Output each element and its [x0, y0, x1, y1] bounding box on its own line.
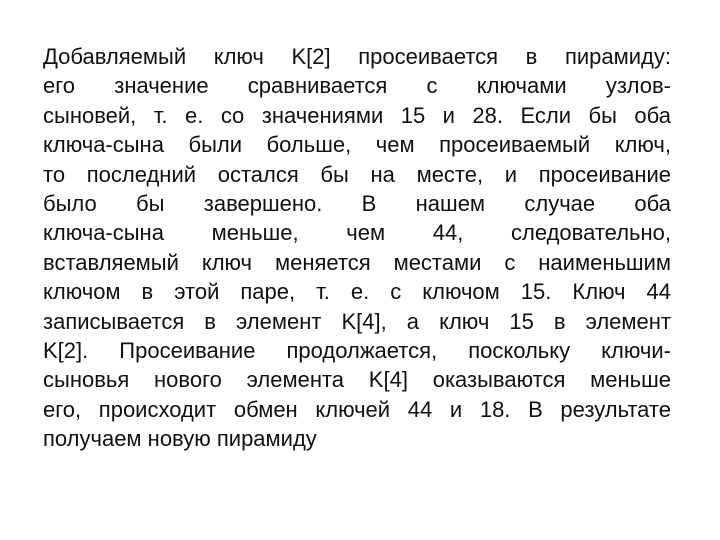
- paragraph-line: Добавляемый ключ K[2] просеивается в пирамиду:: [43, 44, 671, 69]
- paragraph-line: получаем новую пирамиду: [43, 426, 317, 452]
- paragraph-line: сыновей, т. е. со значениями 15 и 28. Если бы оба: [43, 102, 671, 128]
- paragraph-line: K[2]. Просеивание продолжается, поскольку ключи-: [43, 337, 671, 363]
- paragraph-line: то последний остался бы на месте, и просеивание: [43, 161, 671, 187]
- paragraph-line: было бы завершено. В нашем случае оба: [43, 190, 671, 216]
- paragraph-line: ключом в этой паре, т. е. с ключом 15. Ключ 44: [43, 279, 671, 305]
- paragraph-line: ключа-сына меньше, чем 44, следовательно,: [43, 220, 671, 246]
- paragraph-line: вставляемый ключ меняется местами с наименьшим: [43, 249, 671, 275]
- paragraph-line: ключа-сына были больше, чем просеиваемый ключ,: [43, 132, 671, 158]
- paragraph-line: записывается в элемент K[4], а ключ 15 в элемент: [43, 308, 671, 334]
- body-paragraph: [43, 42, 671, 453]
- paragraph-line: его, происходит обмен ключей 44 и 18. В результате: [43, 396, 671, 422]
- paragraph-line: его значение сравнивается с ключами узлов-: [43, 73, 671, 99]
- paragraph-line: сыновья нового элемента K[4] оказываются меньше: [43, 367, 671, 393]
